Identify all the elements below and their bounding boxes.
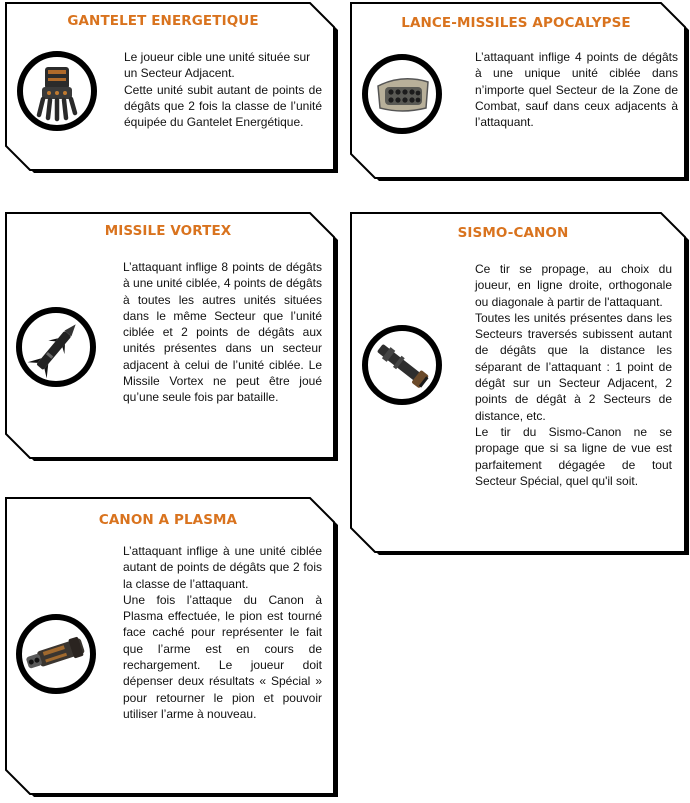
card-paragraph: Le joueur cible une unité située sur un Secteur Adjacent. — [124, 50, 311, 81]
card-title: SISMO-CANON — [457, 225, 569, 241]
plasma-cannon-icon — [14, 612, 98, 696]
card-description — [475, 261, 672, 489]
card-missile-vortex — [0, 210, 340, 465]
card-paragraph: L’attaquant inflige 8 points de dégâts à une unité ciblée, 4 points de dégâts à toutes les autres unités situées dans le même Secteur que l’unité ciblée et 2 points de dégâts aux unités présentes dans un secteur adjacent à celui de l’unité ciblée. Le Missile Vortex ne peut être joué qu’une seule fois par bataille. — [123, 260, 322, 405]
card-paragraph: L’attaquant inflige à une unité ciblée autant de points de dégâts que 2 fois la classe de l’attaquant. — [123, 544, 322, 591]
card-paragraph: Cette unité subit autant de points de dégâts que 2 fois la classe de l’unité équipée du Gantelet Energétique. — [124, 82, 322, 130]
missile-launcher-icon — [360, 52, 444, 136]
card-paragraph: Ce tir se propage, au choix du joueur, en ligne droite, orthogonale ou diagonale à partir de l'attaquant. — [475, 262, 672, 309]
card-lance-missiles-apocalypse — [345, 0, 690, 185]
gauntlet-icon — [15, 49, 99, 133]
cannon-icon — [360, 323, 444, 407]
card-paragraph: Toutes les unités présentes dans les Secteurs traversés subissent autant de dégâts que la distance les séparant de l’attaquant : 1 point de dégât sur un Secteur Adjacent, 2 points de dégât à 2 Secteurs de distance, etc. — [475, 310, 672, 423]
card-paragraph: Une fois l’attaque du Canon à Plasma effectuée, le pion est tourné face caché pour représenter le fait que l’arme est en cours de rechargement. Le joueur doit dépenser deux résultats « Spécial » pour retourner le pion et pouvoir utiliser l’arme à nouveau. — [123, 592, 322, 721]
card-title: LANCE-MISSILES APOCALYPSE — [401, 15, 631, 31]
card-gantelet-energetique — [0, 0, 340, 175]
card-title: GANTELET ENERGETIQUE — [67, 13, 259, 29]
card-description — [475, 49, 678, 130]
missile-icon — [14, 305, 98, 389]
card-sismo-canon — [345, 210, 690, 560]
card-description — [123, 259, 322, 406]
card-description — [123, 543, 322, 722]
card-canon-a-plasma — [0, 495, 340, 800]
card-title: MISSILE VORTEX — [104, 223, 232, 239]
card-title: CANON A PLASMA — [98, 512, 238, 528]
card-paragraph: Le tir du Sismo-Canon ne se propage que si sa ligne de vue est parfaitement dégagée de tout Secteur Spécial, quel qu'il soit. — [475, 424, 672, 488]
card-description — [124, 49, 322, 130]
card-paragraph: L’attaquant inflige 4 points de dégâts à une unique unité ciblée dans n’importe quel Secteur de la Zone de Combat, sauf dans ceux adjacents à l’attaquant. — [475, 50, 678, 130]
